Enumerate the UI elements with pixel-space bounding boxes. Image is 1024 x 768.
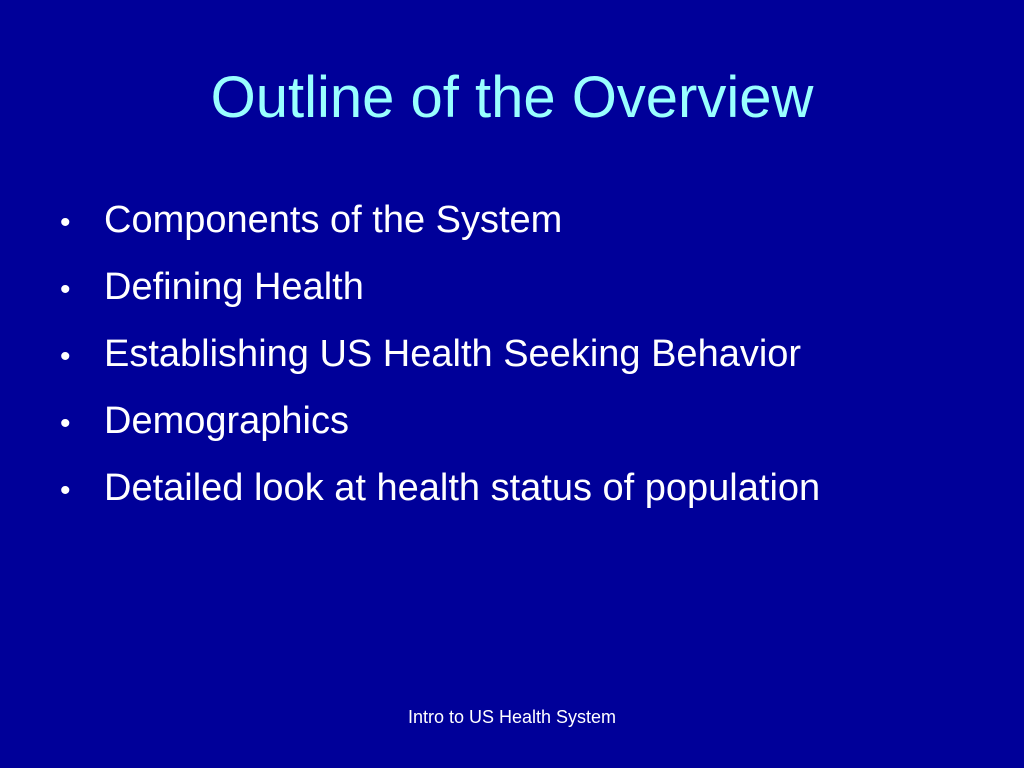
bullet-text: Detailed look at health status of population bbox=[104, 467, 821, 509]
bullet-text: Establishing US Health Seeking Behavior bbox=[104, 333, 802, 375]
bullet-item-defining-health bbox=[58, 255, 820, 322]
bullet-list bbox=[58, 188, 820, 523]
bullet-item-health-seeking-behavior bbox=[58, 322, 820, 389]
bullet-marker: • bbox=[60, 474, 71, 507]
bullet-item-health-status bbox=[58, 456, 820, 523]
bullet-item-components bbox=[58, 188, 820, 255]
bullet-text: Defining Health bbox=[104, 266, 364, 308]
bullet-item-demographics bbox=[58, 389, 820, 456]
bullet-marker: • bbox=[60, 407, 71, 440]
slide-footer: Intro to US Health System bbox=[407, 707, 617, 727]
bullet-marker: • bbox=[60, 340, 71, 373]
slide-title: Outline of the Overview bbox=[210, 65, 814, 130]
bullet-text: Demographics bbox=[104, 400, 349, 442]
bullet-marker: • bbox=[60, 206, 71, 239]
bullet-marker: • bbox=[60, 273, 71, 306]
bullet-text: Components of the System bbox=[104, 199, 563, 241]
